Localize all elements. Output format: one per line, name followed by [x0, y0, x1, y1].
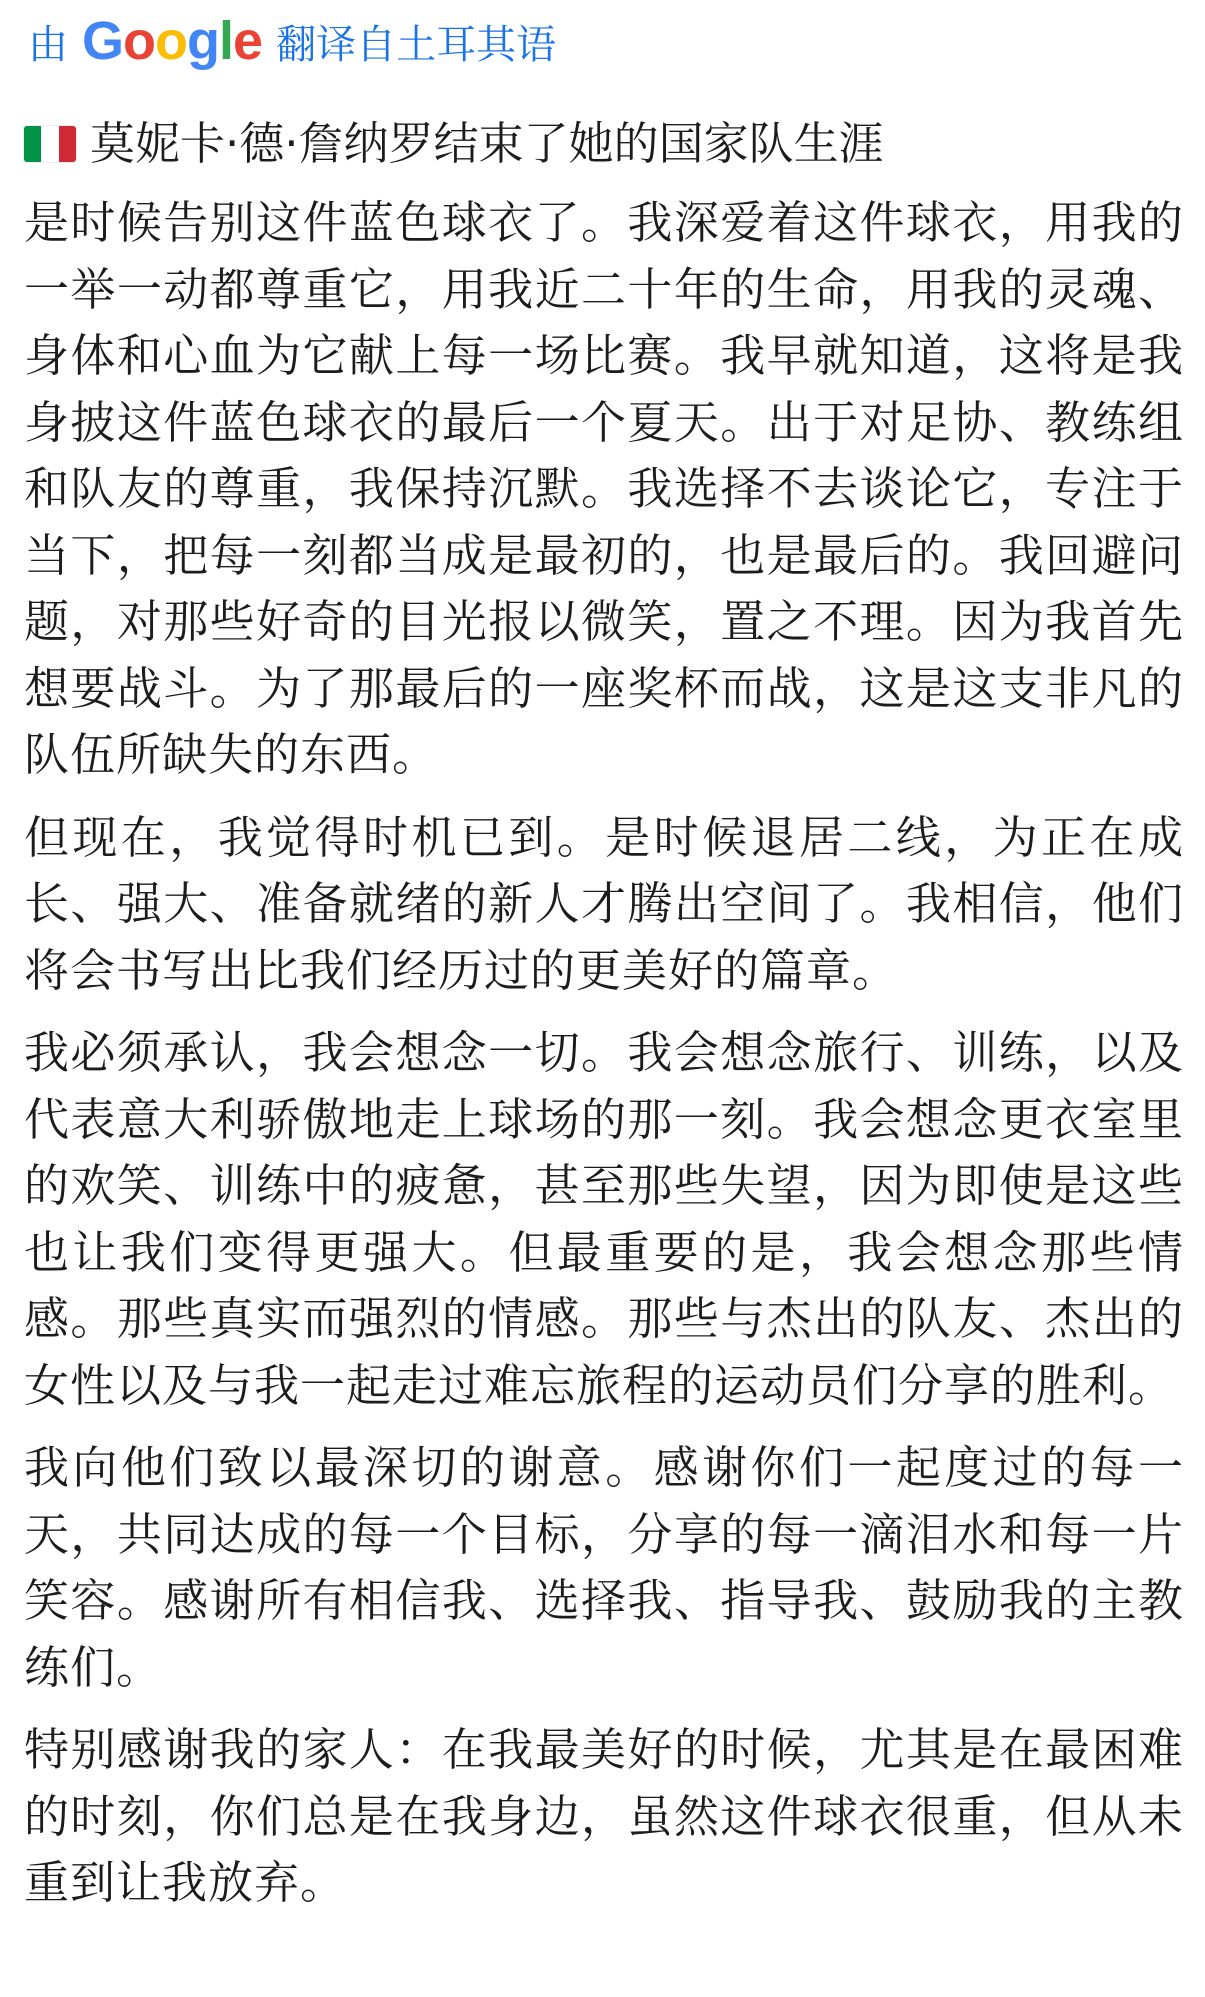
flag-stripe-green	[24, 126, 41, 162]
italy-flag-icon	[24, 126, 76, 162]
google-translate-attribution[interactable]	[28, 10, 556, 72]
google-logo-letter: l	[219, 11, 234, 71]
attribution-suffix: 翻译自土耳其语	[276, 21, 557, 68]
google-logo-letter: e	[233, 11, 263, 71]
google-logo-letter: o	[155, 11, 188, 71]
google-logo	[82, 11, 263, 71]
post-headline	[24, 112, 884, 176]
paragraph: 我必须承认，我会想念一切。我会想念旅行、训练，以及代表意大利骄傲地走上球场的那一刻。我会想念更衣室里的欢笑、训练中的疲惫，甚至那些失望，因为即使是这些也让我们变得更强大。但最重要的是，我会想念那些情感。那些真实而强烈的情感。那些与杰出的队友、杰出的女性以及与我一起走过难忘旅程的运动员们分享的胜利。	[24, 1026, 1184, 1412]
paragraph: 我向他们致以最深切的谢意。感谢你们一起度过的每一天，共同达成的每一个目标，分享的每一滴泪水和每一片笑容。感谢所有相信我、选择我、指导我、鼓励我的主教练们。	[24, 1441, 1184, 1694]
headline-text: 莫妮卡·德·詹纳罗结束了她的国家队生涯	[90, 117, 884, 170]
google-logo-letter: g	[187, 11, 220, 71]
attribution-prefix: 由	[28, 21, 68, 68]
google-logo-letter: G	[82, 11, 124, 71]
post-body	[24, 190, 1184, 1933]
paragraph: 但现在，我觉得时机已到。是时候退居二线，为正在成长、强大、准备就绪的新人才腾出空间了。我相信，他们将会书写出比我们经历过的更美好的篇章。	[24, 810, 1184, 997]
google-logo-letter: o	[123, 11, 156, 71]
paragraph: 是时候告别这件蓝色球衣了。我深爱着这件球衣，用我的一举一动都尊重它，用我近二十年的生命，用我的灵魂、身体和心血为它献上每一场比赛。我早就知道，这将是我身披这件蓝色球衣的最后一个夏天。出于对足协、教练组和队友的尊重，我保持沉默。我选择不去谈论它，专注于当下，把每一刻都当成是最初的，也是最后的。我回避问题，对那些好奇的目光报以微笑，置之不理。因为我首先想要战斗。为了那最后的一座奖杯而战，这是这支非凡的队伍所缺失的东西。	[24, 196, 1184, 781]
flag-stripe-red	[59, 126, 76, 162]
flag-stripe-white	[41, 126, 58, 162]
paragraph: 特别感谢我的家人：在我最美好的时候，尤其是在最困难的时刻，你们总是在我身边，虽然这件球衣很重，但从未重到让我放弃。	[24, 1723, 1184, 1909]
